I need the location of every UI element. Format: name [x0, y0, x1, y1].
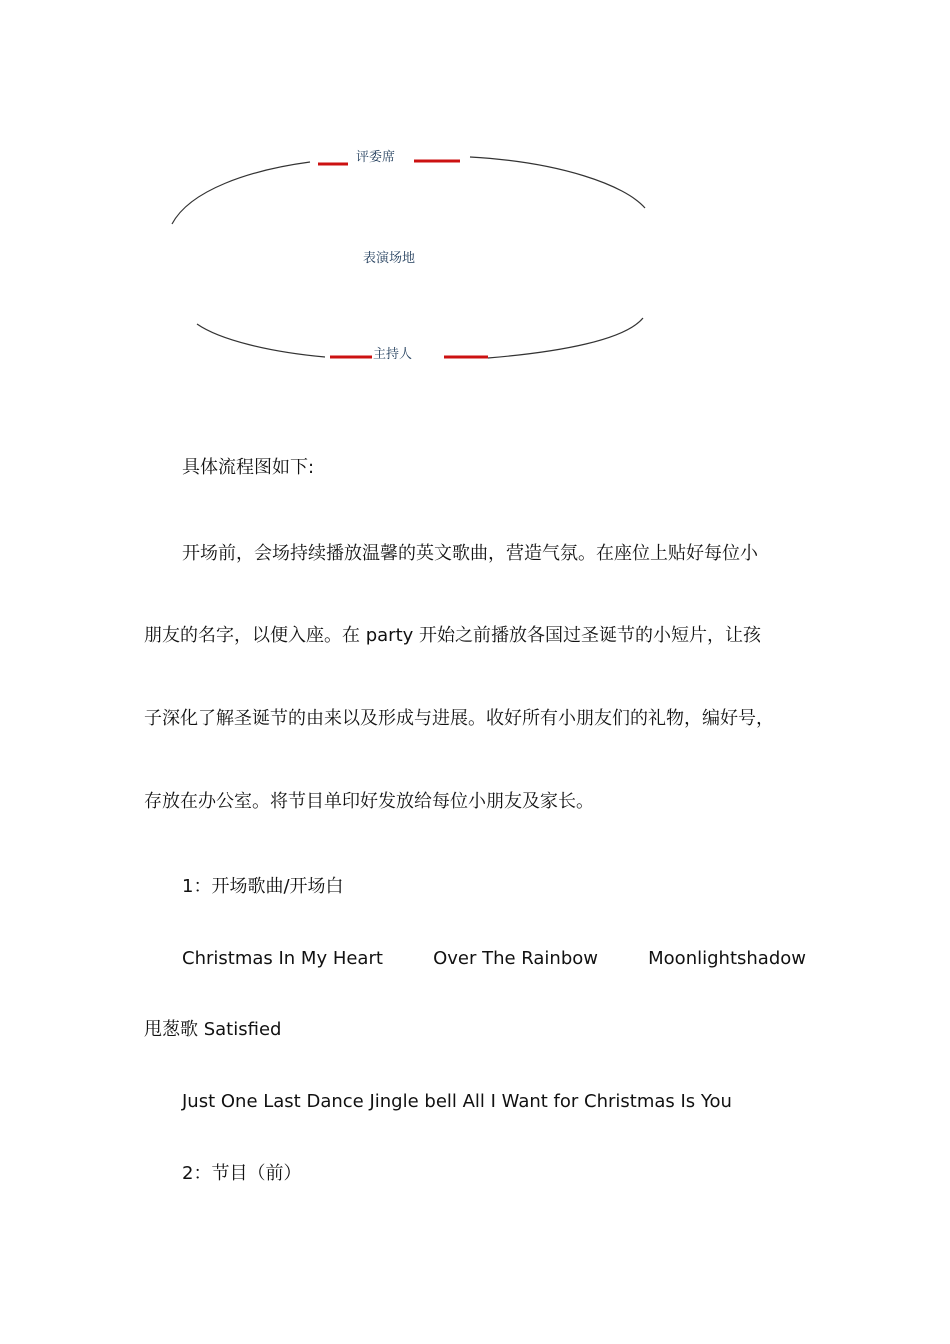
upper-arc-right	[470, 157, 645, 208]
venue-layout-diagram	[0, 0, 950, 420]
song-list-line-3: Just One Last Dance Jingle bell All I Want for Christmas Is You	[182, 1091, 732, 1112]
paragraph-line-4: 存放在办公室。将节目单印好发放给每位小朋友及家长。	[144, 791, 594, 812]
stage-area-label: 表演场地	[363, 251, 416, 266]
venue-diagram-graphic	[0, 0, 950, 420]
item-1-heading: 1：开场歌曲/开场白	[182, 876, 344, 897]
host-seat-label: 主持人	[373, 347, 413, 362]
paragraph-line-2: 朋友的名字，以便入座。在 party 开始之前播放各国过圣诞节的小短片，让孩	[144, 625, 762, 646]
song-list-line-2: 甩葱歌 Satisfied	[144, 1019, 282, 1040]
song-title: Christmas In My Heart	[182, 948, 383, 969]
lower-arc-left	[197, 324, 325, 357]
flow-intro-text: 具体流程图如下:	[182, 457, 315, 478]
song-title: Over The Rainbow	[433, 948, 598, 969]
lower-arc-right	[488, 318, 643, 358]
paragraph-line-1: 开场前，会场持续播放温馨的英文歌曲，营造气氛。在座位上贴好每位小	[182, 543, 758, 564]
song-list-line-1	[182, 948, 806, 970]
paragraph-line-3: 子深化了解圣诞节的由来以及形成与进展。收好所有小朋友们的礼物，编好号，	[144, 708, 774, 729]
song-title: Moonlightshadow	[648, 948, 806, 969]
item-2-heading: 2：节目（前）	[182, 1163, 302, 1184]
upper-arc	[172, 162, 310, 224]
judges-seat-label: 评委席	[356, 150, 396, 165]
